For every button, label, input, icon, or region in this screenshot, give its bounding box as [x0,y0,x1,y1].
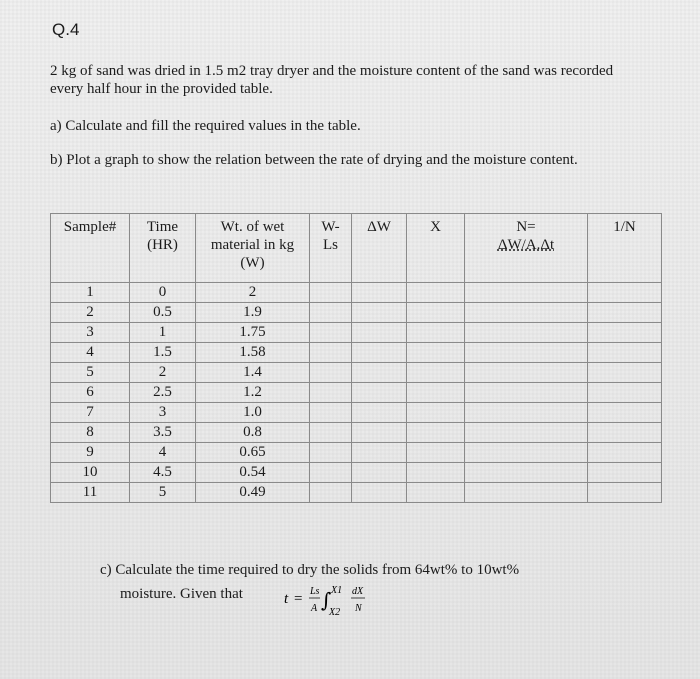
part-b: b) Plot a graph to show the relation between the rate of drying and the moisture content. [50,152,578,168]
cell-empty [465,363,588,383]
col-header-n-line2: ΔW/A.Δt [497,237,555,253]
cell-weight: 0.8 [196,423,310,443]
cell-time: 2.5 [130,383,196,403]
col-header-weight-line1: Wt. of wet [220,219,285,235]
cell-empty [352,323,407,343]
part-c-given: moisture. Given that [120,586,243,602]
col-header-n-line1: N= [516,219,536,235]
cell-time: 1 [130,323,196,343]
cell-empty [310,303,352,323]
cell-sample: 1 [51,283,130,303]
cell-weight: 1.58 [196,343,310,363]
cell-time: 3 [130,403,196,423]
problem-statement: 2 kg of sand was dried in 1.5 m2 tray dryer and the moisture content of the sand was recorded every half hour in the provided table. [50,63,614,97]
cell-weight: 0.49 [196,483,310,503]
table-row [51,343,662,363]
cell-empty [465,383,588,403]
cell-empty [465,483,588,503]
table-row [51,303,662,323]
cell-sample: 8 [51,423,130,443]
cell-empty [352,343,407,363]
col-header-x: X [407,214,465,283]
cell-sample: 9 [51,443,130,463]
cell-empty [352,363,407,383]
cell-empty [465,323,588,343]
cell-empty [352,463,407,483]
cell-empty [588,443,662,463]
col-header-w-ls [310,214,352,283]
cell-weight: 2 [196,283,310,303]
cell-empty [465,443,588,463]
cell-empty [465,463,588,483]
formula-upper-limit: X1 [331,585,343,596]
drying-data-table [50,213,662,503]
cell-weight: 1.0 [196,403,310,423]
cell-time: 4 [130,443,196,463]
table-row [51,463,662,483]
col-header-time-line2: (HR) [147,237,178,253]
table-row [51,323,662,343]
table-row [51,423,662,443]
col-header-weight-line2: material in kg [210,237,295,253]
cell-time: 0 [130,283,196,303]
cell-empty [588,323,662,343]
cell-empty [352,403,407,423]
cell-empty [465,403,588,423]
cell-empty [310,363,352,383]
table-row [51,383,662,403]
formula-dx: dX [352,586,364,597]
cell-empty [588,363,662,383]
cell-empty [407,283,465,303]
table-header-row [51,214,662,283]
cell-sample: 7 [51,403,130,423]
col-header-weight-line3: (W) [240,255,265,271]
formula-lower-limit: X2 [329,607,341,618]
cell-empty [465,283,588,303]
cell-empty [407,383,465,403]
cell-empty [465,343,588,363]
cell-time: 3.5 [130,423,196,443]
cell-sample: 2 [51,303,130,323]
cell-empty [588,483,662,503]
cell-time: 4.5 [130,463,196,483]
formula-ls: Ls [310,586,320,597]
formula-a: A [311,603,318,614]
cell-empty [588,283,662,303]
cell-time: 0.5 [130,303,196,323]
cell-time: 5 [130,483,196,503]
table-row [51,283,662,303]
part-a: a) Calculate and fill the required values in the table. [50,118,361,134]
cell-empty [407,443,465,463]
cell-empty [407,483,465,503]
table-body [51,283,662,503]
question-number: Q.4 [52,20,80,39]
cell-time: 1.5 [130,343,196,363]
cell-weight: 1.9 [196,303,310,323]
col-header-sample: Sample# [51,214,130,283]
col-header-n [465,214,588,283]
time-integral-formula [282,580,382,620]
table-row [51,443,662,463]
col-header-delta-w: ΔW [352,214,407,283]
col-header-time-line1: Time [146,219,179,235]
cell-weight: 0.54 [196,463,310,483]
formula-integral-sign: ∫ [321,588,332,612]
cell-empty [310,483,352,503]
cell-empty [310,283,352,303]
cell-empty [407,323,465,343]
col-header-w-ls-line2: Ls [323,237,338,253]
cell-sample: 6 [51,383,130,403]
table-row [51,483,662,503]
cell-sample: 11 [51,483,130,503]
cell-empty [407,423,465,443]
col-header-w-ls-line1: W- [321,219,340,235]
cell-empty [352,483,407,503]
cell-empty [588,463,662,483]
cell-empty [310,423,352,443]
cell-empty [465,303,588,323]
cell-empty [407,303,465,323]
part-c: c) Calculate the time required to dry the solids from 64wt% to 10wt% [100,562,520,578]
formula-n: N [355,603,362,614]
cell-empty [352,283,407,303]
cell-empty [465,423,588,443]
cell-empty [352,303,407,323]
cell-empty [407,463,465,483]
cell-sample: 3 [51,323,130,343]
cell-empty [310,403,352,423]
cell-sample: 10 [51,463,130,483]
cell-empty [588,303,662,323]
cell-empty [310,323,352,343]
cell-empty [352,443,407,463]
cell-empty [588,343,662,363]
cell-empty [588,423,662,443]
cell-empty [407,343,465,363]
cell-sample: 4 [51,343,130,363]
col-header-weight [196,214,310,283]
cell-empty [407,403,465,423]
cell-empty [588,403,662,423]
table-row [51,363,662,383]
cell-empty [310,463,352,483]
cell-empty [407,363,465,383]
formula-equals: = [294,591,303,607]
col-header-time [130,214,196,283]
cell-empty [310,443,352,463]
col-header-inv-n: 1/N [588,214,662,283]
cell-weight: 1.75 [196,323,310,343]
cell-empty [310,343,352,363]
cell-empty [310,383,352,403]
cell-weight: 1.2 [196,383,310,403]
cell-weight: 0.65 [196,443,310,463]
cell-empty [352,383,407,403]
cell-time: 2 [130,363,196,383]
table-row [51,403,662,423]
cell-empty [352,423,407,443]
cell-weight: 1.4 [196,363,310,383]
cell-empty [588,383,662,403]
cell-sample: 5 [51,363,130,383]
formula-t: t [284,591,289,607]
